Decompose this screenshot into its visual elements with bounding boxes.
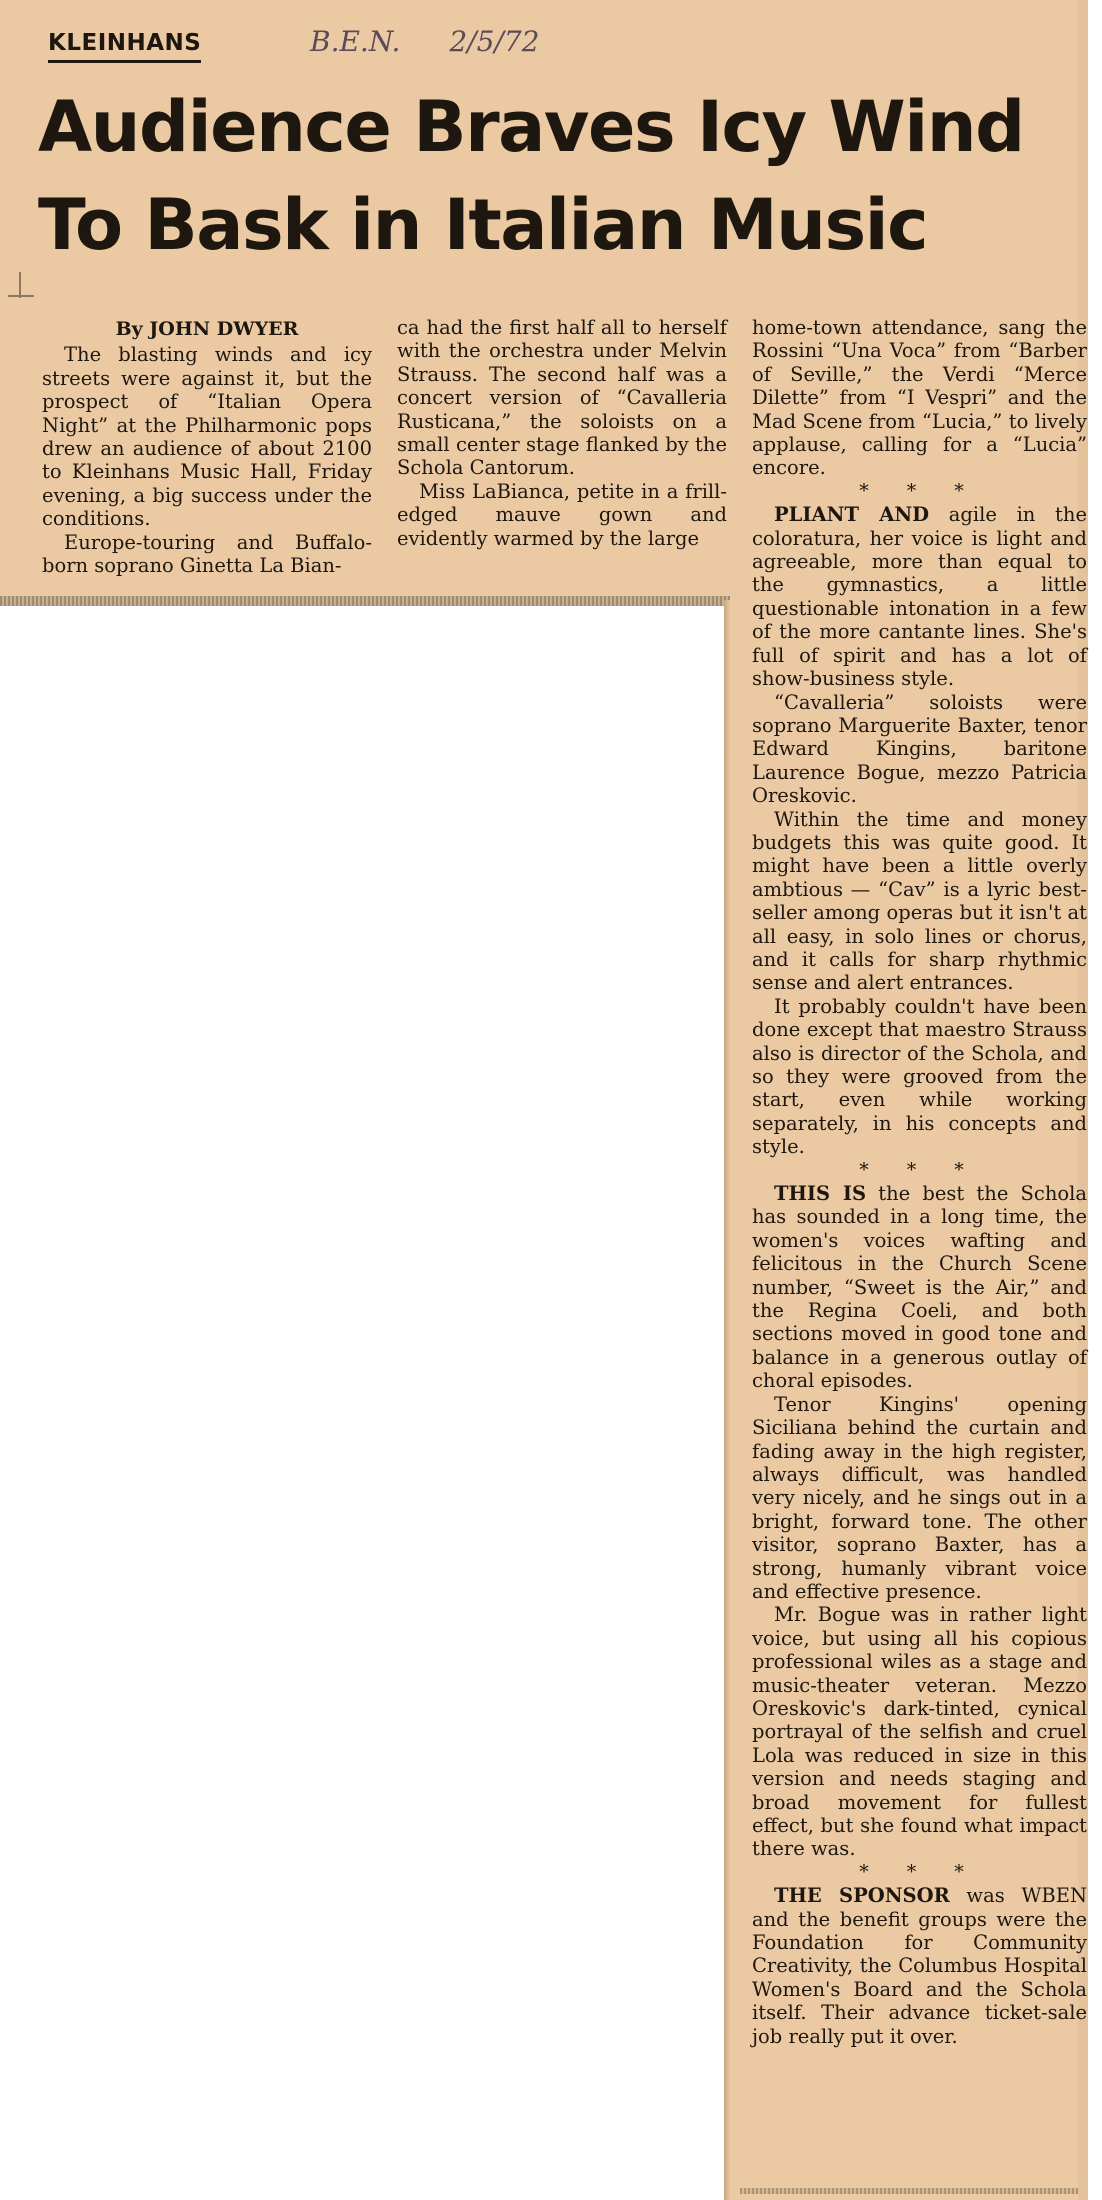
torn-edge xyxy=(0,596,730,606)
paragraph: Mr. Bogue was in rather light voice, but using all his copious professional wiles as a stage and music-theater veteran. Mezzo Oreskovic's dark-tinted, cynical portrayal of the selfish and cruel Lola was reduced in size in this version and needs staging and broad movement for fullest effect, but she found what impact there was. xyxy=(752,1603,1087,1861)
paragraph: ca had the first half all to herself with the orchestra under Melvin Strauss. The second half was a concert version of “Cavalleria Rusticana,” the soloists on a small center stage flanked by the Schola Cantorum. xyxy=(397,316,727,480)
section-separator: * * * xyxy=(859,1860,980,1883)
subhead-lead: PLIANT AND xyxy=(774,503,930,527)
byline: By JOHN DWYER xyxy=(115,318,299,340)
paragraph: THIS IS the best the Schola has sounded in a long time, the women's voices wafting and felicitous in the Church Scene number, “Sweet is the Air,” and the Regina Coeli, and both sections moved in good tone and balance in a generous outlay of choral episodes. xyxy=(752,1182,1087,1393)
scan-margin xyxy=(1088,0,1102,2200)
subhead-lead: THE SPONSOR xyxy=(774,1884,950,1908)
torn-edge-bottom xyxy=(740,2188,1102,2194)
paragraph: Tenor Kingins' opening Siciliana behind the curtain and fading away in the high register, always difficult, was handled very nicely, and he sings out in a bright, forward tone. The other visitor, soprano Baxter, has a strong, humanly vibrant voice and effective presence. xyxy=(752,1392,1087,1603)
paragraph: The blasting winds and icy streets were against it, but the prospect of “Italian Opera Night” at the Philharmonic pops drew an audience of about 2100 to Kleinhans Music Hall, Friday evening, a big success under the conditions. xyxy=(42,343,372,531)
paragraph: THE SPONSOR was WBEN and the benefit groups were the Foundation for Community Creativity, the Columbus Hospital Women's Board and the Schola itself. Their advance ticket-sale job really put it over. xyxy=(752,1884,1088,2048)
pencil-mark-icon xyxy=(6,270,36,300)
paragraph: “Cavalleria” soloists were soprano Marguerite Baxter, tenor Edward Kingins, baritone Laurence Bogue, mezzo Patricia Oreskovic. xyxy=(752,690,1087,808)
headline: Audience Braves Icy Wind To Bask in Italian Music xyxy=(38,86,1024,266)
paragraph: Europe-touring and Buffalo-born soprano Ginetta La Bian- xyxy=(42,530,372,578)
section-separator: * * * xyxy=(859,1158,980,1181)
torn-edge-left xyxy=(724,600,730,2200)
paragraph: Within the time and money budgets this was quite good. It might have been a little overly ambtious — “Cav” is a lyric best-seller among operas but it isn't at all easy, in solo lines or chorus, and it calls for sharp rhythmic sense and alert entrances. xyxy=(752,807,1087,995)
handwritten-date-note: B.E.N. 2/5/72 xyxy=(310,25,540,58)
subhead-lead: THIS IS xyxy=(774,1182,867,1206)
paragraph: PLIANT AND agile in the coloratura, her voice is light and agreeable, more than equal to the gymnastics, a little questionable intonation in a few of the more cantante lines. She's full of spirit and has a lot of show-business style. xyxy=(752,503,1087,691)
paragraph: home-town attendance, sang the Rossini “Una Voca” from “Barber of Seville,” the Verdi “Merce Dilette” from “I Vespri” and the Mad Scene from “Lucia,” to lively applause, calling for a “Lucia” encore. xyxy=(752,316,1087,480)
section-label: KLEINHANS xyxy=(48,30,201,63)
paragraph: Miss LaBianca, petite in a frill-edged mauve gown and evidently warmed by the large xyxy=(397,479,727,550)
article-column-2 xyxy=(397,316,727,550)
article-column-1 xyxy=(42,318,372,577)
section-separator: * * * xyxy=(859,479,980,502)
article-column-3 xyxy=(752,316,1087,2048)
paragraph: It probably couldn't have been done except that maestro Strauss also is director of the Schola, and so they were grooved from the start, even while working separately, in his concepts and style. xyxy=(752,994,1087,1159)
